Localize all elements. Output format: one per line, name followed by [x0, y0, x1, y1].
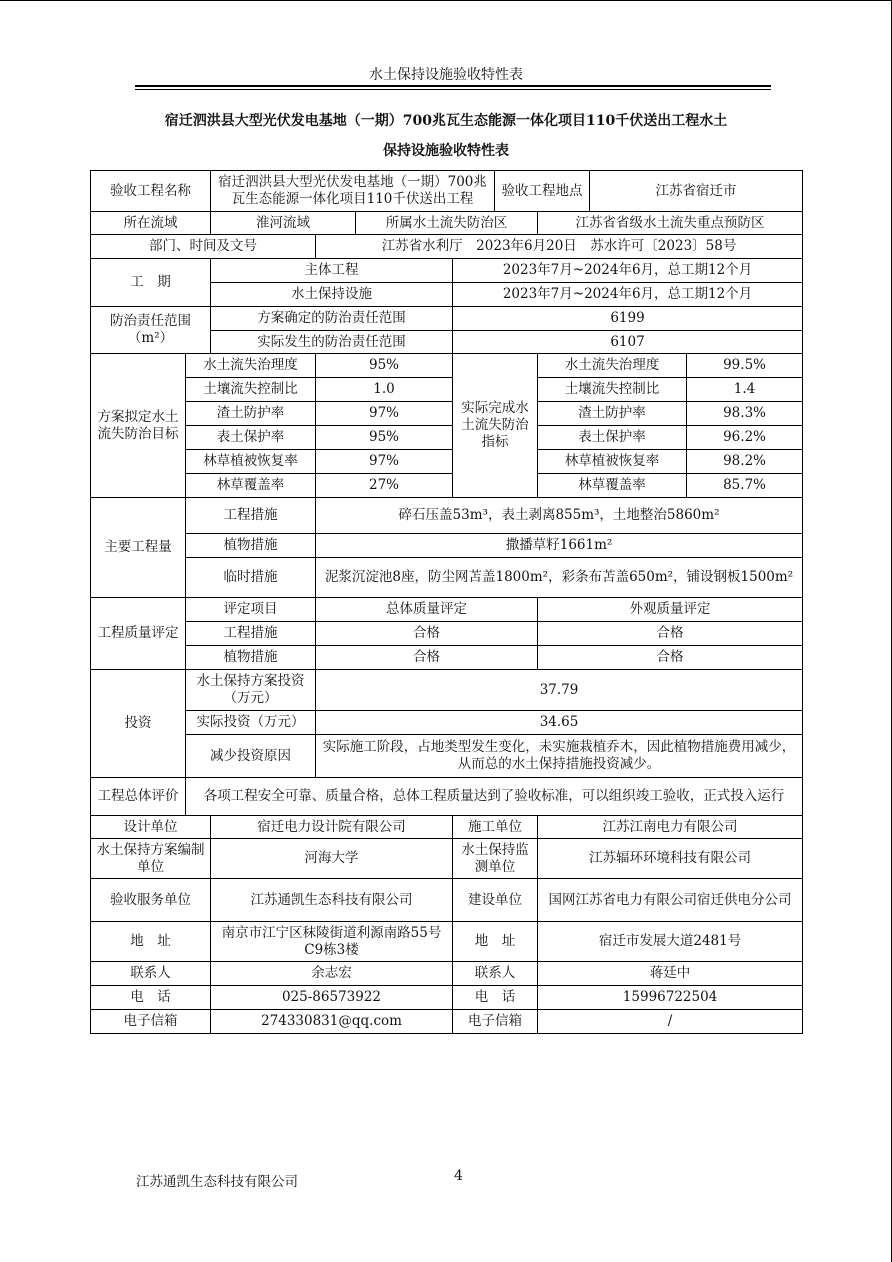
project-name-label: 验收工程名称: [91, 171, 211, 212]
header-rule-thin: [135, 89, 771, 90]
scope-planned-value: 6199: [453, 307, 803, 331]
target-plan-value: 95%: [316, 426, 453, 450]
owner-unit-value: 国网江苏省电力有限公司宿迁供电分公司: [538, 879, 803, 922]
row-schedule-main: [91, 259, 803, 283]
plan-target-label: 方案拟定水土流失防治目标: [91, 354, 186, 498]
row-overall: [91, 778, 803, 816]
page-top-edge: [0, 0, 892, 1]
phone-label: 电 话: [91, 986, 211, 1010]
row-scope-planned: [91, 307, 803, 331]
construction-unit-label: 施工单位: [453, 816, 538, 839]
phone-label-right: 电 话: [453, 986, 538, 1010]
target-plan-value: 95%: [316, 354, 453, 378]
service-unit-value: 江苏通凯生态科技有限公司: [211, 879, 453, 922]
owner-unit-label: 建设单位: [453, 879, 538, 922]
acceptance-characteristics-table: [90, 170, 803, 1034]
quality-appearance-label: 外观质量评定: [538, 598, 803, 622]
design-unit-value: 宿迁电力设计院有限公司: [211, 816, 453, 839]
scope-actual-value: 6107: [453, 331, 803, 354]
row-approval: [91, 235, 803, 259]
plan-author-label: 水土保持方案编制单位: [91, 839, 211, 879]
target-plan-value: 97%: [316, 450, 453, 474]
basin-value: 淮河流域: [211, 212, 356, 235]
actual-target-label: 实际完成水土流失防治指标: [453, 354, 538, 498]
quality-engineering-appearance: 合格: [538, 622, 803, 646]
row-service-unit: [91, 879, 803, 922]
target-name-actual: 水土流失治理度: [538, 354, 687, 378]
plan-author-value: 河海大学: [211, 839, 453, 879]
row-target-3: [91, 402, 803, 426]
row-project-name: [91, 171, 803, 212]
row-target-2: [91, 378, 803, 402]
row-address: [91, 922, 803, 962]
target-actual-value: 99.5%: [687, 354, 803, 378]
investment-reason-value: 实际施工阶段，占地类型发生变化，未实施栽植乔木，因此植物措施费用减少，从而总的水土保持措施投资减少。: [316, 735, 803, 778]
construction-unit-value: 江苏江南电力有限公司: [538, 816, 803, 839]
quality-engineering-overall: 合格: [316, 622, 538, 646]
document-title-line1: 宿迁泗洪县大型光伏发电基地（一期）700兆瓦生态能源一体化项目110千伏送出工程水土: [164, 113, 728, 129]
row-investment-reason: [91, 735, 803, 778]
investment-actual-value: 34.65: [316, 711, 803, 735]
phone-left-value: 025-86573922: [211, 986, 453, 1010]
basin-label: 所在流域: [91, 212, 211, 235]
row-target-4: [91, 426, 803, 450]
quality-item-label: 评定项目: [186, 598, 316, 622]
header-rule: [135, 85, 771, 87]
quality-plant-label: 植物措施: [186, 646, 316, 670]
row-contact: [91, 962, 803, 986]
works-plant-label: 植物措施: [186, 534, 316, 558]
works-engineering-label: 工程措施: [186, 498, 316, 534]
monitor-unit-value: 江苏辐环环境科技有限公司: [538, 839, 803, 879]
target-actual-value: 98.3%: [687, 402, 803, 426]
scope-planned-label: 方案确定的防治责任范围: [211, 307, 453, 331]
address-left-value: 南京市江宁区秣陵街道利源南路55号C9栋3楼: [211, 922, 453, 962]
project-location-value: 江苏省宿迁市: [590, 171, 803, 212]
project-name-value: 宿迁泗洪县大型光伏发电基地（一期）700兆瓦生态能源一体化项目110千伏送出工程: [211, 171, 495, 212]
target-name-plan: 林草植被恢复率: [186, 450, 316, 474]
row-target-1: [91, 354, 803, 378]
works-label: 主要工程量: [91, 498, 186, 598]
works-temp-value: 泥浆沉淀池8座，防尘网苫盖1800m²，彩条布苫盖650m²，铺设钢板1500m²: [316, 558, 803, 598]
email-label-right: 电子信箱: [453, 1010, 538, 1034]
schedule-main-value: 2023年7月~2024年6月，总工期12个月: [453, 259, 803, 283]
address-label: 地 址: [91, 922, 211, 962]
row-plan-author: [91, 839, 803, 879]
email-label: 电子信箱: [91, 1010, 211, 1034]
document-title: [120, 106, 772, 166]
row-phone: [91, 986, 803, 1010]
running-header: 水土保持设施验收特性表: [369, 67, 523, 83]
monitor-unit-label: 水土保持监测单位: [453, 839, 538, 879]
target-name-actual: 林草覆盖率: [538, 474, 687, 498]
approval-value: 江苏省水利厅 2023年6月20日 苏水许可〔2023〕58号: [316, 235, 803, 259]
row-investment-actual: [91, 711, 803, 735]
schedule-soil-label: 水土保持设施: [211, 283, 453, 307]
quality-label: 工程质量评定: [91, 598, 186, 670]
target-plan-value: 27%: [316, 474, 453, 498]
works-plant-value: 撒播草籽1661m²: [316, 534, 803, 558]
investment-actual-label: 实际投资（万元）: [186, 711, 316, 735]
investment-reason-label: 减少投资原因: [186, 735, 316, 778]
zone-value: 江苏省省级水土流失重点预防区: [538, 212, 803, 235]
target-name-actual: 渣土防护率: [538, 402, 687, 426]
email-right-value: /: [538, 1010, 803, 1034]
email-left-value: 274330831@qq.com: [211, 1010, 453, 1034]
overall-label: 工程总体评价: [91, 778, 186, 816]
design-unit-label: 设计单位: [91, 816, 211, 839]
address-right-value: 宿迁市发展大道2481号: [538, 922, 803, 962]
page-number: 4: [454, 1168, 463, 1184]
target-plan-value: 1.0: [316, 378, 453, 402]
contact-right-value: 蒋廷中: [538, 962, 803, 986]
target-actual-value: 1.4: [687, 378, 803, 402]
approval-label: 部门、时间及文号: [91, 235, 316, 259]
target-name-plan: 林草覆盖率: [186, 474, 316, 498]
row-target-6: [91, 474, 803, 498]
row-works-temp: [91, 558, 803, 598]
target-actual-value: 98.2%: [687, 450, 803, 474]
row-target-5: [91, 450, 803, 474]
zone-label: 所属水土流失防治区: [356, 212, 538, 235]
quality-plant-overall: 合格: [316, 646, 538, 670]
investment-label: 投资: [91, 670, 186, 778]
schedule-soil-value: 2023年7月~2024年6月，总工期12个月: [453, 283, 803, 307]
target-plan-value: 97%: [316, 402, 453, 426]
row-works-plant: [91, 534, 803, 558]
target-name-plan: 土壤流失控制比: [186, 378, 316, 402]
row-basin: [91, 212, 803, 235]
phone-right-value: 15996722504: [538, 986, 803, 1010]
scope-actual-label: 实际发生的防治责任范围: [211, 331, 453, 354]
works-temp-label: 临时措施: [186, 558, 316, 598]
row-design-unit: [91, 816, 803, 839]
quality-plant-appearance: 合格: [538, 646, 803, 670]
investment-plan-value: 37.79: [316, 670, 803, 711]
scope-label: [91, 307, 211, 354]
row-works-engineering: [91, 498, 803, 534]
target-name-plan: 渣土防护率: [186, 402, 316, 426]
service-unit-label: 验收服务单位: [91, 879, 211, 922]
project-location-label: 验收工程地点: [495, 171, 590, 212]
target-name-actual: 林草植被恢复率: [538, 450, 687, 474]
target-name-actual: 表土保护率: [538, 426, 687, 450]
target-actual-value: 96.2%: [687, 426, 803, 450]
target-name-actual: 土壤流失控制比: [538, 378, 687, 402]
row-quality-header: [91, 598, 803, 622]
row-investment-plan: [91, 670, 803, 711]
target-actual-value: 85.7%: [687, 474, 803, 498]
works-engineering-value: 碎石压盖53m³，表土剥离855m³，土地整治5860m²: [316, 498, 803, 534]
quality-engineering-label: 工程措施: [186, 622, 316, 646]
row-email: [91, 1010, 803, 1034]
footer-company: 江苏通凯生态科技有限公司: [136, 1174, 298, 1190]
contact-label: 联系人: [91, 962, 211, 986]
document-title-line2: 保持设施验收特性表: [383, 143, 509, 159]
target-name-plan: 表土保护率: [186, 426, 316, 450]
contact-left-value: 余志宏: [211, 962, 453, 986]
investment-plan-label: 水土保持方案投资（万元）: [186, 670, 316, 711]
schedule-label: 工 期: [91, 259, 211, 307]
scope-label-line2: （m²）: [127, 330, 174, 346]
quality-overall-label: 总体质量评定: [316, 598, 538, 622]
row-quality-engineering: [91, 622, 803, 646]
overall-value: 各项工程安全可靠、质量合格，总体工程质量达到了验收标准，可以组织竣工验收，正式投入运行: [186, 778, 803, 816]
address-label-right: 地 址: [453, 922, 538, 962]
schedule-main-label: 主体工程: [211, 259, 453, 283]
scope-label-line1: 防治责任范围: [110, 313, 191, 329]
row-quality-plant: [91, 646, 803, 670]
contact-label-right: 联系人: [453, 962, 538, 986]
target-name-plan: 水土流失治理度: [186, 354, 316, 378]
